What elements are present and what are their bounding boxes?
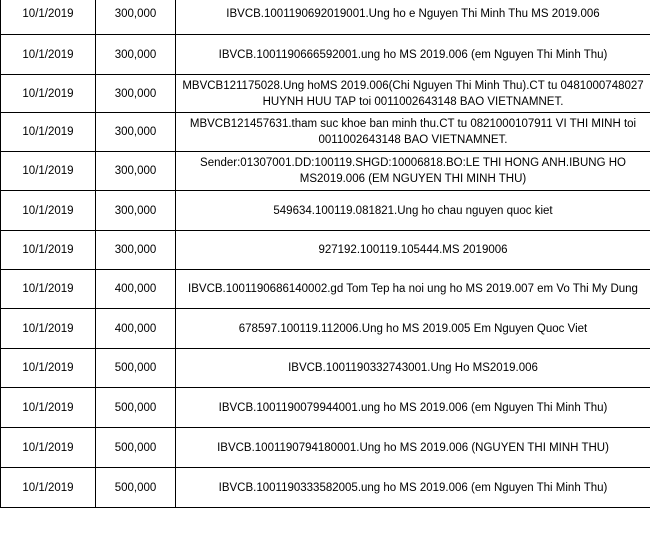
description-cell: MBVCB121175028.Ung hoMS 2019.006(Chi Nguyen Thi Minh Thu).CT tu 0481000748027 HUYNH HUU TAP toi 0011002643148 BAO VIETNAMNET. [176,75,650,113]
date-cell: 10/1/2019 [1,0,96,35]
date-cell: 10/1/2019 [1,152,96,191]
date-cell: 10/1/2019 [1,35,96,75]
table-row [1,349,650,388]
table-row [1,152,650,191]
table-row [1,388,650,428]
description-cell: 927192.100119.105444.MS 2019006 [176,231,650,270]
date-cell: 10/1/2019 [1,113,96,152]
date-cell: 10/1/2019 [1,270,96,309]
ledger-body [1,0,650,508]
amount-cell: 300,000 [96,113,176,152]
amount-cell: 400,000 [96,309,176,349]
description-cell: IBVCB.1001190333582005.ung ho MS 2019.006 (em Nguyen Thi Minh Thu) [176,468,650,508]
amount-cell: 500,000 [96,428,176,468]
description-cell: Sender:01307001.DD:100119.SHGD:10006818.BO:LE THI HONG ANH.IBUNG HO MS2019.006 (EM NGUYEN THI MINH THU) [176,152,650,191]
date-cell: 10/1/2019 [1,388,96,428]
amount-cell: 400,000 [96,270,176,309]
description-cell: IBVCB.1001190686140002.gd Tom Tep ha noi ung ho MS 2019.007 em Vo Thi My Dung [176,270,650,309]
date-cell: 10/1/2019 [1,75,96,113]
date-cell: 10/1/2019 [1,468,96,508]
description-cell: IBVCB.1001190666592001.ung ho MS 2019.006 (em Nguyen Thi Minh Thu) [176,35,650,75]
description-cell: IBVCB.1001190079944001.ung ho MS 2019.006 (em Nguyen Thi Minh Thu) [176,388,650,428]
table-row [1,428,650,468]
amount-cell: 500,000 [96,349,176,388]
table-row [1,0,650,35]
table-row [1,113,650,152]
amount-cell: 300,000 [96,231,176,270]
date-cell: 10/1/2019 [1,231,96,270]
description-cell: IBVCB.1001190794180001.Ung ho MS 2019.006 (NGUYEN THI MINH THU) [176,428,650,468]
date-cell: 10/1/2019 [1,428,96,468]
amount-cell: 300,000 [96,75,176,113]
amount-cell: 300,000 [96,35,176,75]
table-row [1,191,650,231]
amount-cell: 500,000 [96,388,176,428]
table-row [1,309,650,349]
table-row [1,270,650,309]
description-cell: 678597.100119.112006.Ung ho MS 2019.005 Em Nguyen Quoc Viet [176,309,650,349]
description-cell: IBVCB.1001190692019001.Ung ho e Nguyen Thi Minh Thu MS 2019.006 [176,0,650,35]
amount-cell: 500,000 [96,468,176,508]
amount-cell: 300,000 [96,191,176,231]
amount-cell: 300,000 [96,0,176,35]
date-cell: 10/1/2019 [1,309,96,349]
table-row [1,468,650,508]
table-row [1,75,650,113]
description-cell: 549634.100119.081821.Ung ho chau nguyen quoc kiet [176,191,650,231]
date-cell: 10/1/2019 [1,191,96,231]
amount-cell: 300,000 [96,152,176,191]
table-row [1,231,650,270]
description-cell: IBVCB.1001190332743001.Ung Ho MS2019.006 [176,349,650,388]
table-row [1,35,650,75]
date-cell: 10/1/2019 [1,349,96,388]
description-cell: MBVCB121457631.tham suc khoe ban minh thu.CT tu 0821000107911 VI THI MINH toi 0011002643148 BAO VIETNAMNET. [176,113,650,152]
